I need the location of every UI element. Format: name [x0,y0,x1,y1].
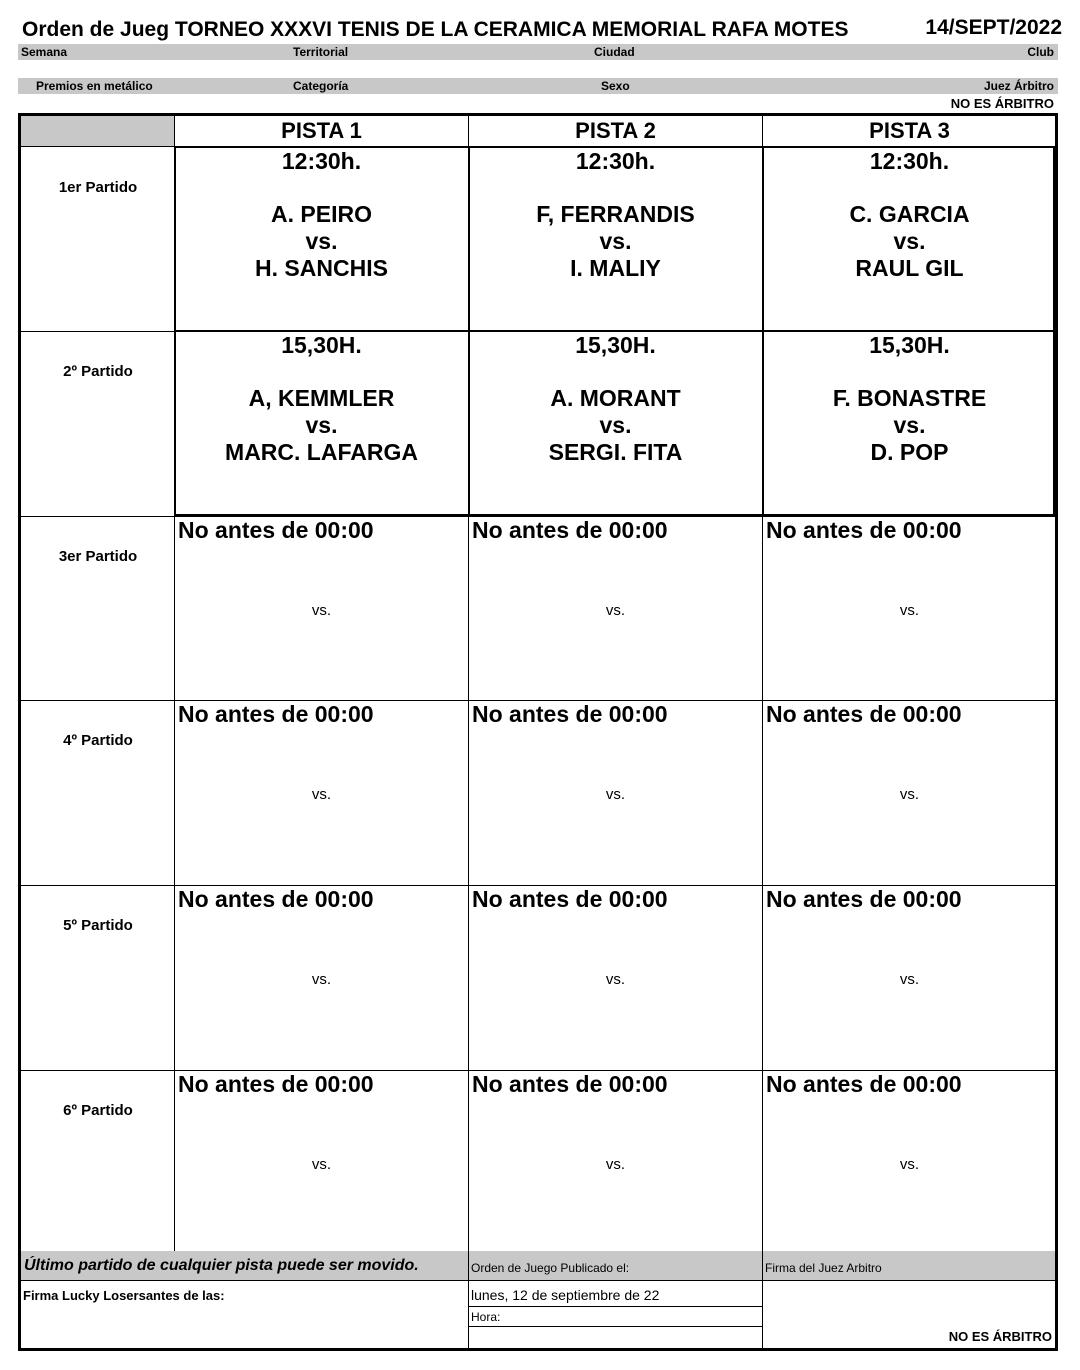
row-label-3: 3er Partido [58,548,138,565]
vs-label: vs. [311,786,332,803]
vs-label: vs. [311,1156,332,1173]
player-2: MARC. LAFARGA [225,439,418,465]
row-label-2: 2º Partido [63,363,133,380]
vs-label: vs. [605,786,626,803]
player-1: F, FERRANDIS [536,201,695,227]
document-date: 14/SEPT/2022 [925,16,1062,39]
vs-label: vs. [605,971,626,988]
court-2-header: PISTA 2 [575,118,656,143]
player-2: H. SANCHIS [255,255,388,281]
vs-label: vs. [899,602,920,619]
match-time: 15,30H. [575,332,656,358]
not-before-time: No antes de 00:00 [766,886,962,912]
player-2: D. POP [870,439,949,465]
match-cell [175,332,468,466]
match-cell [469,332,762,466]
vs-label: vs. [311,602,332,619]
player-1: A, KEMMLER [248,385,395,411]
sexo-label: Sexo [601,79,630,93]
vs-label: vs. [899,1156,920,1173]
court-1-header: PISTA 1 [281,118,362,143]
match-time: 12:30h. [575,148,656,174]
vs-label: vs. [899,971,920,988]
match-time: 15,30H. [281,332,362,358]
lucky-loser-label: Firma Lucky Losersantes de las: [23,1288,225,1303]
row-label-5: 5º Partido [63,917,133,934]
vs-label: vs. [893,228,926,254]
vs-label: vs. [605,1156,626,1173]
not-before-time: No antes de 00:00 [178,517,374,543]
hora-label: Hora: [471,1310,501,1324]
not-before-time: No antes de 00:00 [766,517,962,543]
categoria-label: Categoría [293,79,349,93]
not-before-time: No antes de 00:00 [178,1071,374,1097]
published-label: Orden de Juego Publicado el: [471,1261,630,1275]
not-before-time: No antes de 00:00 [472,1071,668,1097]
row-label-4: 4º Partido [63,732,133,749]
semana-label: Semana [21,45,68,59]
not-before-time: No antes de 00:00 [766,701,962,727]
match-time: 12:30h. [281,148,362,174]
player-1: C. GARCIA [849,201,970,227]
corner-cell [21,116,175,147]
court-3-header: PISTA 3 [869,118,950,143]
info-bar-1 [18,44,1058,60]
no-arbitro-bottom: NO ES ÁRBITRO [948,1329,1052,1344]
territorial-label: Territorial [293,45,349,59]
document-title: Orden de Jueg TORNEO XXXVI TENIS DE LA CERAMICA MEMORIAL RAFA MOTES [22,18,849,41]
vs-label: vs. [305,412,338,438]
match-cell [175,148,468,282]
row-label-6: 6º Partido [63,1102,133,1119]
vs-label: vs. [311,971,332,988]
player-2: I. MALIY [570,255,661,281]
premios-label: Premios en metálico [36,79,153,93]
not-before-time: No antes de 00:00 [472,517,668,543]
vs-label: vs. [305,228,338,254]
vs-label: vs. [893,412,926,438]
match-cell [763,332,1056,466]
juez-label: Juez Árbitro [983,79,1054,93]
match-time: 15,30H. [869,332,950,358]
schedule-grid [18,113,1058,1351]
match-time: 12:30h. [869,148,950,174]
info-bar-2 [18,78,1058,94]
player-2: RAUL GIL [855,255,964,281]
not-before-time: No antes de 00:00 [472,701,668,727]
match-cell [763,148,1056,282]
no-arbitro-top: NO ES ÁRBITRO [950,96,1054,111]
not-before-time: No antes de 00:00 [472,886,668,912]
player-1: F. BONASTRE [832,385,987,411]
player-2: SERGI. FITA [548,439,683,465]
not-before-time: No antes de 00:00 [766,1071,962,1097]
player-1: A. MORANT [550,385,681,411]
not-before-time: No antes de 00:00 [178,701,374,727]
vs-label: vs. [599,412,632,438]
vs-label: vs. [899,786,920,803]
vs-label: vs. [605,602,626,619]
not-before-time: No antes de 00:00 [178,886,374,912]
published-date: lunes, 12 de septiembre de 22 [471,1287,660,1303]
referee-signature-label: Firma del Juez Arbitro [765,1261,882,1275]
match-cell [469,148,762,282]
player-1: A. PEIRO [271,201,372,227]
club-label: Club [1027,45,1054,59]
ciudad-label: Ciudad [594,45,635,59]
vs-label: vs. [599,228,632,254]
row-label-1: 1er Partido [58,179,138,196]
footer-note: Último partido de cualquier pista puede ser movido. [24,1257,419,1274]
